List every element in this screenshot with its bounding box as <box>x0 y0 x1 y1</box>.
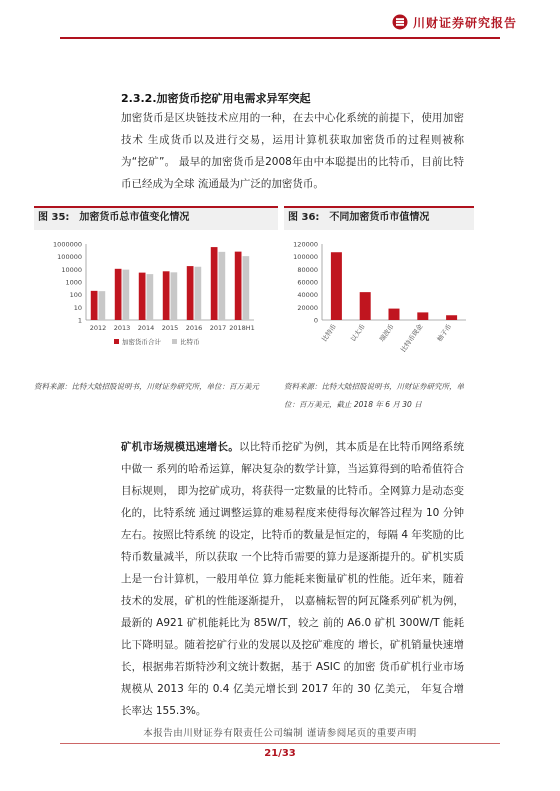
paragraph-line: 生成货币以及进行交易，运用计算机获取加密货币的过程则被称为“挖矿”。 <box>121 134 465 168</box>
x-tick-label: 比特币现金 <box>399 322 425 354</box>
y-tick-label: 120000 <box>293 240 318 249</box>
y-tick-label: 80000 <box>297 265 318 274</box>
header-rule <box>60 37 500 39</box>
paragraph-line: 年复合增长率达 155.3%。 <box>121 683 465 717</box>
y-tick-label: 100000 <box>57 253 82 262</box>
bar-total <box>91 291 98 320</box>
legend-swatch <box>114 339 119 344</box>
x-tick-label: 以太币 <box>349 322 367 344</box>
paragraph-line: 算力能耗来衡量矿机的性能。近年来，随着技术的发展，矿机的性能逐渐提升， <box>121 573 465 607</box>
paragraph-line: 加密货币是区块链技术应用的一种，在去中心化系统的前提下，使用加密技术 <box>121 112 464 146</box>
paragraph-line: 增长，矿机销量快速增长，根据弗若斯特沙利文统计数据，基于 ASIC 的加密 <box>121 639 464 673</box>
bar-total <box>163 271 170 320</box>
x-tick-label: 比特币 <box>320 322 339 344</box>
paragraph-line: 以嘉楠耘智的阿瓦隆系列矿机为例，最新的 A921 矿机能耗比为 85W/T，较之 <box>121 595 464 629</box>
bar-bitcoin <box>219 252 226 320</box>
y-tick-label: 60000 <box>297 278 318 287</box>
bar-bitcoin <box>243 256 250 320</box>
market-cap-log-bar-chart <box>34 236 278 372</box>
y-tick-label: 0 <box>313 316 318 325</box>
bar-total <box>211 247 218 320</box>
x-tick-label: 2014 <box>137 324 155 332</box>
figure-35-label: 图 35: <box>38 212 70 223</box>
figure-36-rule <box>284 206 474 208</box>
figure-35-header <box>34 206 278 230</box>
section-title: 2.3.2.加密货币挖矿用电需求异军突起 <box>121 92 311 105</box>
x-tick-label: 瑞波币 <box>377 322 396 344</box>
bar-bitcoin <box>195 267 202 320</box>
paragraph-line: 前的 A6.0 矿机 300W/T 能耗比下降明显。随着挖矿行业的发展以及挖矿难度的 <box>121 617 464 651</box>
bar-total <box>139 273 146 320</box>
paragraph-line: 的设定，比特币的数量是恒定的，每隔 4 年奖励的比特币数量减半，所以获取 <box>121 529 465 563</box>
x-tick-label: 2016 <box>185 324 203 332</box>
x-tick-label: 2015 <box>161 324 179 332</box>
x-tick-label: 2012 <box>89 324 107 332</box>
paragraph-line: 系列的哈希运算，解决复杂的数学计算，当运算得到的哈希值符合目标规则， <box>121 463 464 497</box>
y-tick-label: 10 <box>73 303 82 312</box>
figure-35-title: 加密货币总市值变化情况 <box>79 212 190 223</box>
paragraph-line: 货币矿机行业市场规模从 2013 年的 0.4 亿美元增长到 2017 年的 30 亿美元， <box>121 661 465 695</box>
figure-36-label: 图 36: <box>288 212 320 223</box>
x-tick-label: 2013 <box>113 324 131 332</box>
footer-rule <box>60 743 500 744</box>
paragraph-intro <box>121 107 464 195</box>
y-tick-label: 10000 <box>61 265 82 274</box>
bar-total <box>187 266 194 320</box>
figure-36-title: 不同加密货币市值情况 <box>329 212 430 223</box>
figure-35-rule <box>34 206 278 208</box>
y-tick-label: 1 <box>77 316 82 325</box>
x-tick-label: 2018H1 <box>229 324 255 332</box>
paragraph-miner-market <box>121 436 464 722</box>
paragraph-lead: 矿机市场规模迅速增长。 <box>121 441 239 453</box>
paragraph-line: 以比特币挖矿为例，其本质是在比特币网络系统中做一 <box>121 441 464 475</box>
legend-label: 加密货币合计 <box>122 338 161 346</box>
page-number: 21/33 <box>264 748 296 759</box>
header-brand: 川财证券研究报告 <box>413 16 518 30</box>
bar-market-cap <box>446 315 457 320</box>
y-tick-label: 100000 <box>293 253 318 262</box>
figure-35-source: 资料来源：比特大陆招股说明书，川财证券研究所，单位：百万美元 <box>34 382 259 391</box>
figure-36-header <box>284 206 474 230</box>
y-tick-label: 100 <box>69 291 82 300</box>
legend-label: 比特币 <box>180 338 200 346</box>
y-tick-label: 40000 <box>297 291 318 300</box>
figure-36-source: 资料来源：比特大陆招股说明书，川财证券研究所，单位：百万美元，截止 2018 年 6 月 30 日 <box>284 382 464 409</box>
coin-market-cap-bar-chart <box>284 236 474 372</box>
bar-bitcoin <box>147 274 154 320</box>
bar-total <box>235 252 242 320</box>
bar-total <box>115 269 122 320</box>
footer-disclaimer: 本报告由川财证券有限责任公司编制 谨请参阅尾页的重要声明 <box>143 728 417 739</box>
paragraph-line: 流通最为广泛的加密货币。 <box>197 178 324 190</box>
x-tick-label: 柚子币 <box>435 322 454 344</box>
y-tick-label: 20000 <box>297 303 318 312</box>
y-tick-label: 1000 <box>65 278 82 287</box>
bar-market-cap <box>360 292 371 320</box>
bar-bitcoin <box>123 270 130 320</box>
bar-market-cap <box>331 252 342 320</box>
bar-bitcoin <box>99 291 106 320</box>
legend-swatch <box>172 339 177 344</box>
paragraph-line: 最早的加密货币是2008年由中本聪提出的比特币，目前比特币已经成为全球 <box>121 156 464 190</box>
x-tick-label: 2017 <box>209 324 227 332</box>
bar-market-cap <box>417 312 428 320</box>
paragraph-line: 即为挖矿成功，将获得一定数量的比特币。全网算力是动态变化的，比特系统 <box>121 485 465 519</box>
paragraph-line: 一个比特币需要的算力是逐渐提升的。矿机实质上是一台计算机，一般用单位 <box>121 551 465 585</box>
bar-market-cap <box>389 309 400 320</box>
bar-bitcoin <box>171 272 178 320</box>
circle-s-logo-icon <box>392 14 408 30</box>
paragraph-line: 通过调整运算的难易程度来使得每次解答过程为 10 分钟左右。按照比特系统 <box>121 507 464 541</box>
y-tick-label: 1000000 <box>53 240 82 249</box>
